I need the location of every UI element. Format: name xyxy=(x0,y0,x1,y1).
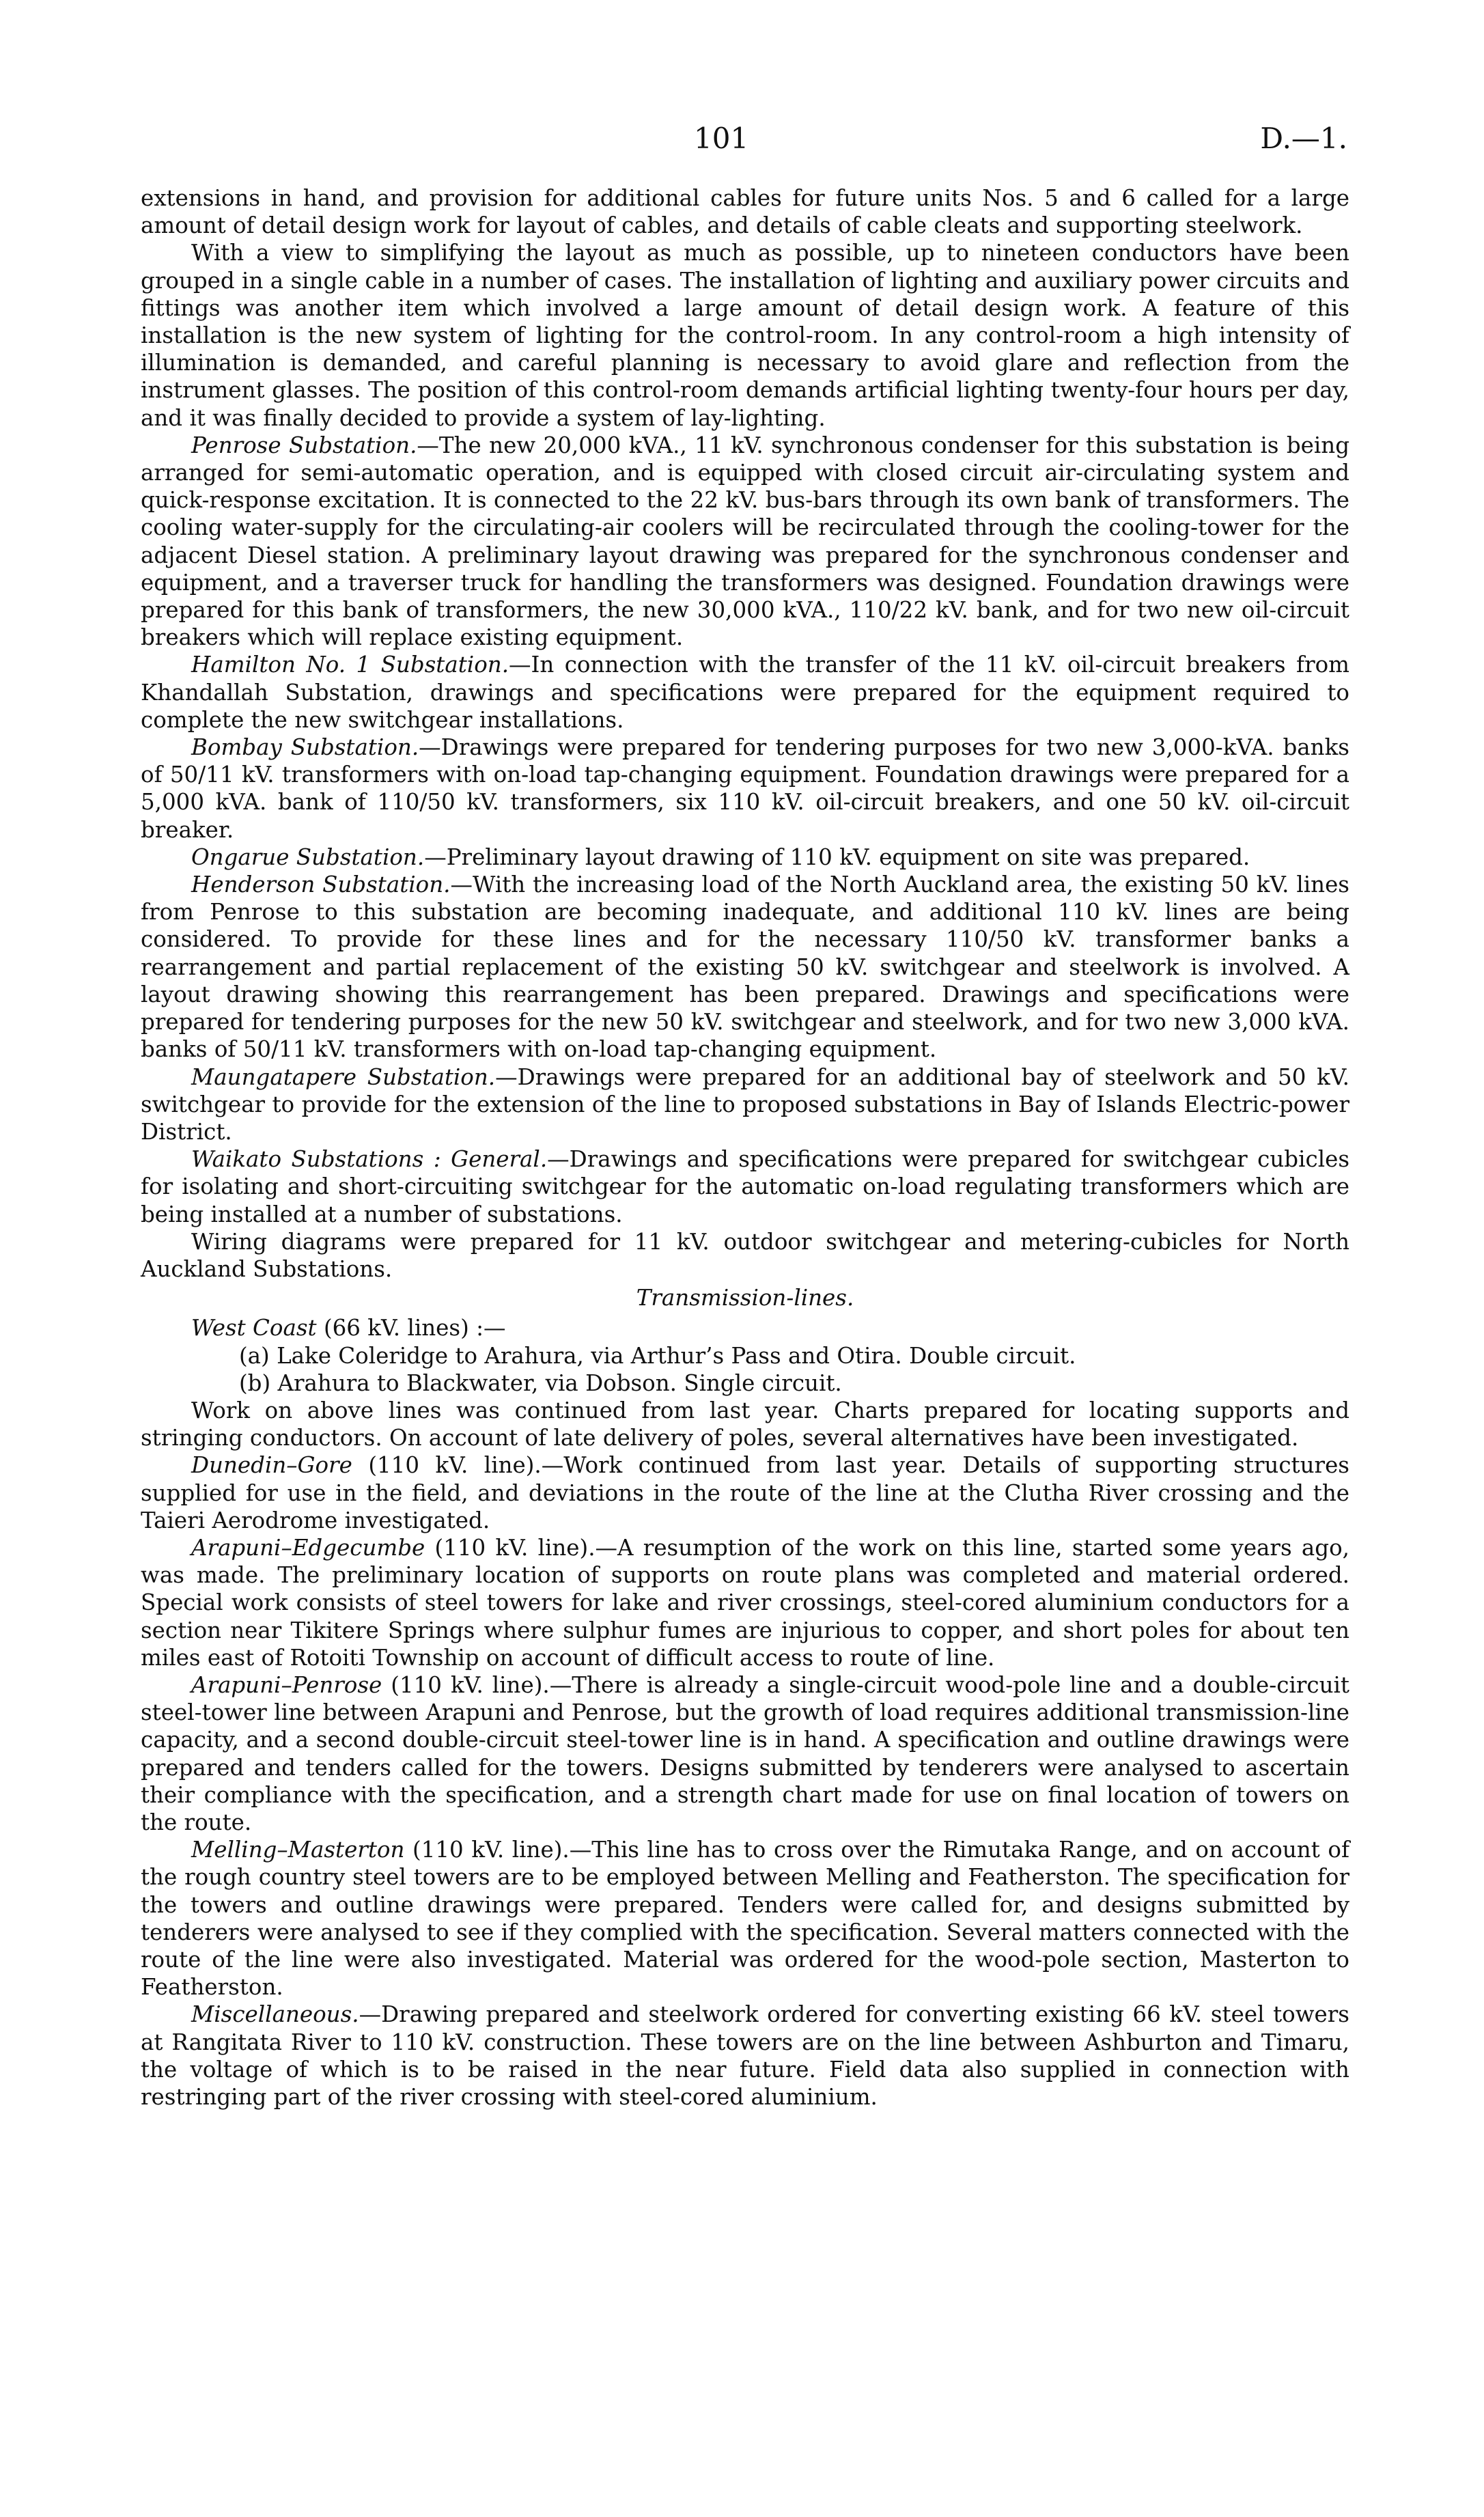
paragraph-continuation: extensions in hand, and provision for additional cables for future units Nos. 5 and 6 called for a large amount of detail design work for layout of cables, and details of cable cleats and supporting steelwork. xyxy=(141,185,1349,239)
paragraph-arapuni-penrose xyxy=(141,1671,1349,1836)
paragraph-melling-masterton xyxy=(141,1836,1349,2001)
paragraph-penrose-substation xyxy=(141,432,1349,652)
paragraph-miscellaneous xyxy=(141,2001,1349,2111)
heading-henderson-substation: Henderson Substation. xyxy=(191,872,451,898)
heading-west-coast: West Coast xyxy=(191,1315,317,1341)
text-ongarue-substation: —Preliminary layout drawing of 110 kV. equipment on site was prepared. xyxy=(424,844,1250,870)
list-item-a: (a) Lake Coleridge to Arahura, via Arthur’s Pass and Otira. Double circuit. xyxy=(239,1342,1076,1369)
heading-arapuni-penrose: Arapuni–Penrose xyxy=(191,1671,382,1698)
text-dunedin-gore: (110 kV. line).—Work continued from last year. Details of supporting structures supplied for use in the field, and deviations in the route of the line at the Clutha River crossing and the Taieri Aerodrome investigated. xyxy=(141,1452,1349,1533)
text-melling-masterton: (110 kV. line).—This line has to cross over the Rimutaka Range, and on account of the rough country steel towers are to be employed between Melling and Featherston. The specification for the towers and outline drawings were prepared. Tenders were called for, and designs submitted by tenderers were analysed to see if they complied with the specification. Several matters connected with the route of the line were also investigated. Material was ordered for the wood-pole section, Masterton to Featherston. xyxy=(141,1837,1349,2001)
text-penrose-substation: —The new 20,000 kVA., 11 kV. synchronous condenser for this substation is being arranged for semi-automatic operation, and is equipped with closed circuit air-circulating system and quick-response excitation. It is connected to the 22 kV. bus-bars through its own bank of transformers. The cooling water-supply for the circulating-air coolers will be recirculated through the cooling-tower for the adjacent Diesel station. A preliminary layout drawing was prepared for the synchronous condenser and equipment, and a traverser truck for handling the transformers was designed. Foundation drawings were prepared for this bank of transformers, the new 30,000 kVA., 110/22 kV. bank, and for two new oil-circuit breakers which will replace existing equipment. xyxy=(141,432,1349,651)
paragraph-maungatapere-substation xyxy=(141,1063,1349,1146)
text-bombay-substation: —Drawings were prepared for tendering purposes for two new 3,000-kVA. banks of 50/11 kV. transformers with on-load tap-changing equipment. Foundation drawings were prepared for a 5,000 kVA. bank of 110/50 kV. transformers, six 110 kV. oil-circuit breakers, and one 50 kV. oil-circuit breaker. xyxy=(141,734,1349,843)
paragraph-waikato-substations xyxy=(141,1145,1349,1228)
page-number: 101 xyxy=(694,122,749,155)
paragraph-henderson-substation xyxy=(141,871,1349,1063)
paragraph-lighting: With a view to simplifying the layout as much as possible, up to nineteen conductors have been grouped in a single cable in a number of cases. The installation of lighting and auxiliary power circuits and fittings was another item which involved a large amount of detail design work. A feature of this installation is the new system of lighting for the control-room. In any control-room a high intensity of illumination is demanded, and careful planning is necessary to avoid glare and reflection from the instrument glasses. The position of this control-room demands artificial lighting twenty-four hours per day, and it was finally decided to provide a system of lay-lighting. xyxy=(141,240,1349,431)
heading-maungatapere-substation: Maungatapere Substation. xyxy=(191,1063,496,1090)
text-maungatapere-substation: —Drawings were prepared for an additional bay of steelwork and 50 kV. switchgear to provide for the extension of the line to proposed substations in Bay of Islands Electric-power District. xyxy=(141,1063,1349,1145)
text-waikato-substations: —Drawings and specifications were prepared for switchgear cubicles for isolating and short-circuiting switchgear for the automatic on-load regulating transformers which are being installed at a number of substations. xyxy=(141,1146,1349,1227)
list-item-b: (b) Arahura to Blackwater, via Dobson. Single circuit. xyxy=(239,1369,842,1396)
paragraph-west-coast xyxy=(141,1314,1349,1341)
text-miscellaneous: —Drawing prepared and steelwork ordered for converting existing 66 kV. steel towers at Rangitata River to 110 kV. construction. These towers are on the line between Ashburton and Timaru, the voltage of which is to be raised in the near future. Field data also supplied in connection with restringing part of the river crossing with steel-cored aluminium. xyxy=(141,2001,1349,2111)
paragraph-wiring-diagrams: Wiring diagrams were prepared for 11 kV. outdoor switchgear and metering-cubicles for North Auckland Substations. xyxy=(141,1228,1349,1282)
paragraph-hamilton-substation xyxy=(141,651,1349,734)
paragraph-dunedin-gore xyxy=(141,1451,1349,1534)
document-reference: D.—1. xyxy=(1260,122,1347,155)
section-heading-transmission-lines: Transmission-lines. xyxy=(636,1285,854,1311)
paragraph-ongarue-substation xyxy=(141,844,1349,871)
paragraph-work-continued: Work on above lines was continued from last year. Charts prepared for locating supports and stringing conductors. On account of late delivery of poles, several alternatives have been investigated. xyxy=(141,1397,1349,1451)
text-henderson-substation: —With the increasing load of the North Auckland area, the existing 50 kV. lines from Penrose to this substation are becoming inadequate, and additional 110 kV. lines are being considered. To provide for these lines and for the necessary 110/50 kV. transformer banks a rearrangement and partial replacement of the existing 50 kV. switchgear and steelwork is involved. A layout drawing showing this rearrangement has been prepared. Drawings and specifications were prepared for tendering purposes for the new 50 kV. switchgear and steelwork, and for two new 3,000 kVA. banks of 50/11 kV. transformers with on-load tap-changing equipment. xyxy=(141,872,1349,1063)
heading-dunedin-gore: Dunedin–Gore xyxy=(191,1452,352,1479)
heading-bombay-substation: Bombay Substation. xyxy=(191,734,419,761)
paragraph-bombay-substation xyxy=(141,734,1349,844)
heading-ongarue-substation: Ongarue Substation. xyxy=(191,844,425,870)
heading-miscellaneous: Miscellaneous. xyxy=(191,2001,359,2028)
text-west-coast: (66 kV. lines) :— xyxy=(316,1315,506,1341)
text-arapuni-edgecumbe: (110 kV. line).—A resumption of the work on this line, started some years ago, was made. The preliminary location of supports on route plans was completed and material ordered. Special work consists of steel towers for lake and river crossings, steel-cored aluminium conductors for a section near Tikitere Springs where sulphur fumes are injurious to copper, and short poles for about ten miles east of Rotoiti Township on account of difficult access to route of line. xyxy=(141,1534,1349,1671)
paragraph-arapuni-edgecumbe xyxy=(141,1534,1349,1671)
text-hamilton-substation: —In connection with the transfer of the 11 kV. oil-circuit breakers from Khandallah Substation, drawings and specifications were prepared for the equipment required to complete the new switchgear installations. xyxy=(141,652,1349,733)
text-arapuni-penrose: (110 kV. line).—There is already a single-circuit wood-pole line and a double-circuit steel-tower line between Arapuni and Penrose, but the growth of load requires additional transmission-line capacity, and a second double-circuit steel-tower line is in hand. A specification and outline drawings were prepared and tenders called for the towers. Designs submitted by tenderers were analysed to ascertain their compliance with the specification, and a strength chart made for use on final location of towers on the route. xyxy=(141,1671,1349,1835)
heading-waikato-substations: Waikato Substations : General. xyxy=(191,1146,548,1173)
body-text xyxy=(141,184,1349,2111)
heading-arapuni-edgecumbe: Arapuni–Edgecumbe xyxy=(191,1534,425,1561)
heading-melling-masterton: Melling–Masterton xyxy=(191,1837,405,1863)
heading-penrose-substation: Penrose Substation. xyxy=(191,432,417,458)
heading-hamilton-substation: Hamilton No. 1 Substation. xyxy=(191,652,509,678)
